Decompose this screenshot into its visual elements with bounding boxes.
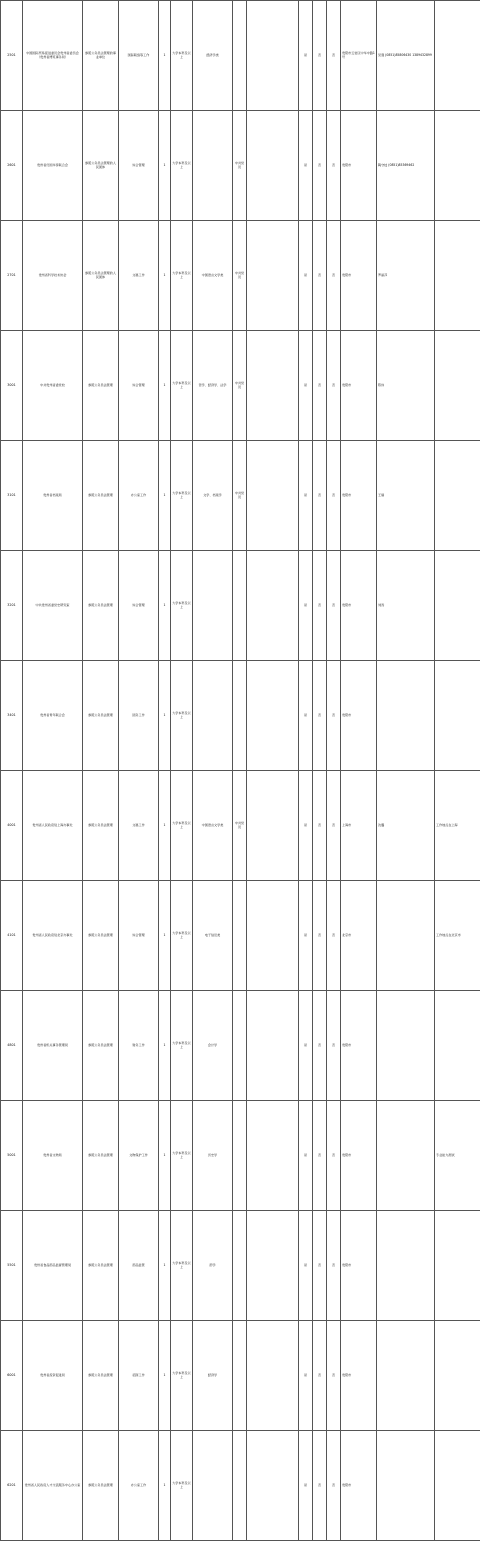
- cell-code: 5501: [1, 1211, 23, 1321]
- table-row: [1, 111, 480, 221]
- cell-politics: [233, 551, 247, 661]
- cell-address: 贵阳市: [341, 1431, 377, 1541]
- cell-note: [435, 1211, 480, 1321]
- cell-major: 经济学类: [193, 1, 233, 111]
- cell-edu: 大学本科及以上: [171, 661, 193, 771]
- cell-exam1: 是: [299, 1101, 313, 1211]
- cell-note: 专业能力测试: [435, 1101, 480, 1211]
- cell-politics: [233, 1, 247, 111]
- cell-contact: 沈璐: [377, 771, 435, 881]
- cell-nature: 参照公务员法管理: [83, 441, 119, 551]
- cell-note: 工作地点在北京市: [435, 881, 480, 991]
- cell-ratio: 否: [327, 1431, 341, 1541]
- cell-contact: [377, 661, 435, 771]
- cell-contact: 刘涛: [377, 551, 435, 661]
- cell-exam1: 是: [299, 1, 313, 111]
- cell-edu: 大学本科及以上: [171, 771, 193, 881]
- cell-exam1: 是: [299, 771, 313, 881]
- cell-edu: 大学本科及以上: [171, 1211, 193, 1321]
- cell-code: 2501: [1, 1, 23, 111]
- cell-nature: 参照公务员法管理: [83, 991, 119, 1101]
- cell-edu: 大学本科及以上: [171, 111, 193, 221]
- cell-politics: 中共党员: [233, 331, 247, 441]
- table-row: [1, 1, 480, 111]
- cell-edu: 大学本科及以上: [171, 1321, 193, 1431]
- cell-other: [247, 661, 299, 771]
- cell-major: 电子信息类: [193, 881, 233, 991]
- cell-code: 4001: [1, 771, 23, 881]
- cell-post: 办公室工作: [119, 441, 159, 551]
- cell-nature: 参照公务员法管理的人民团体: [83, 221, 119, 331]
- cell-exam2: 否: [313, 991, 327, 1101]
- cell-exam2: 否: [313, 1321, 327, 1431]
- table-row: [1, 221, 480, 331]
- cell-code: 2601: [1, 111, 23, 221]
- cell-exam2: 否: [313, 771, 327, 881]
- cell-exam1: 是: [299, 111, 313, 221]
- cell-ratio: 否: [327, 661, 341, 771]
- cell-code: 3001: [1, 331, 23, 441]
- cell-other: [247, 771, 299, 881]
- cell-count: 1: [159, 991, 171, 1101]
- cell-exam1: 是: [299, 661, 313, 771]
- cell-count: 1: [159, 1, 171, 111]
- cell-politics: 中共党员: [233, 221, 247, 331]
- cell-dept: 中共贵州省委党史研究室: [23, 551, 83, 661]
- cell-ratio: 否: [327, 221, 341, 331]
- cell-exam1: 是: [299, 1211, 313, 1321]
- cell-code: 6001: [1, 1321, 23, 1431]
- cell-exam1: 是: [299, 1321, 313, 1431]
- cell-post: 团务工作: [119, 661, 159, 771]
- cell-dept: 贵州省科学技术协会: [23, 221, 83, 331]
- cell-major: 历史学: [193, 1101, 233, 1211]
- cell-exam2: 否: [313, 551, 327, 661]
- cell-other: [247, 1, 299, 111]
- cell-edu: 大学本科及以上: [171, 881, 193, 991]
- cell-count: 1: [159, 661, 171, 771]
- cell-politics: [233, 1321, 247, 1431]
- cell-post: 综合管理: [119, 881, 159, 991]
- cell-nature: 参照公务员法管理: [83, 1101, 119, 1211]
- cell-note: [435, 551, 480, 661]
- cell-exam2: 否: [313, 1101, 327, 1211]
- cell-edu: 大学本科及以上: [171, 1431, 193, 1541]
- cell-major: 文学、档案学: [193, 441, 233, 551]
- cell-count: 1: [159, 1431, 171, 1541]
- cell-address: 上海市: [341, 771, 377, 881]
- table-row: [1, 551, 480, 661]
- cell-address: 贵阳市: [341, 1211, 377, 1321]
- cell-ratio: 否: [327, 331, 341, 441]
- table-row: [1, 331, 480, 441]
- cell-major: 中国语言文学类: [193, 221, 233, 331]
- cell-ratio: 否: [327, 991, 341, 1101]
- cell-nature: 参照公务员法管理: [83, 1431, 119, 1541]
- cell-note: [435, 1, 480, 111]
- cell-edu: 大学本科及以上: [171, 991, 193, 1101]
- cell-dept: 贵州省青年联合会: [23, 661, 83, 771]
- cell-politics: [233, 661, 247, 771]
- cell-count: 1: [159, 331, 171, 441]
- cell-other: [247, 111, 299, 221]
- cell-dept: 中共贵州省委党校: [23, 331, 83, 441]
- cell-dept: 贵州省人民政府人才交流服务中心办公室: [23, 1431, 83, 1541]
- cell-address: 贵阳市: [341, 331, 377, 441]
- table-row: [1, 1321, 480, 1431]
- cell-other: [247, 551, 299, 661]
- cell-major: [193, 1431, 233, 1541]
- cell-count: 1: [159, 1211, 171, 1321]
- cell-other: [247, 441, 299, 551]
- cell-address: 贵阳市: [341, 111, 377, 221]
- table-row: [1, 441, 480, 551]
- cell-code: 3101: [1, 441, 23, 551]
- cell-ratio: 否: [327, 1321, 341, 1431]
- cell-post: 综合管理: [119, 331, 159, 441]
- cell-address: 贵阳市云岩区中华中路1号: [341, 1, 377, 111]
- cell-politics: [233, 1431, 247, 1541]
- cell-contact: [377, 881, 435, 991]
- cell-post: 办公室工作: [119, 1431, 159, 1541]
- cell-exam1: 是: [299, 881, 313, 991]
- cell-dept: 贵州省档案局: [23, 441, 83, 551]
- table-body: [1, 1, 480, 1541]
- cell-dept: 贵州省文物局: [23, 1101, 83, 1211]
- cell-other: [247, 881, 299, 991]
- cell-major: 中国语言文学类: [193, 771, 233, 881]
- cell-contact: [377, 1431, 435, 1541]
- cell-exam1: 是: [299, 1431, 313, 1541]
- cell-post: 财务工作: [119, 991, 159, 1101]
- cell-note: [435, 1431, 480, 1541]
- cell-exam2: 否: [313, 1, 327, 111]
- cell-code: 4801: [1, 991, 23, 1101]
- cell-address: 贵阳市: [341, 1321, 377, 1431]
- cell-note: [435, 661, 480, 771]
- cell-contact: [377, 1321, 435, 1431]
- cell-contact: 陶守枝 (0851)85369462: [377, 111, 435, 221]
- cell-nature: 参照公务员法管理: [83, 551, 119, 661]
- table-row: [1, 1211, 480, 1321]
- cell-exam2: 否: [313, 111, 327, 221]
- cell-dept: 贵州省人民政府驻北京办事处: [23, 881, 83, 991]
- cell-exam2: 否: [313, 1431, 327, 1541]
- cell-edu: 大学本科及以上: [171, 331, 193, 441]
- cell-other: [247, 1101, 299, 1211]
- cell-nature: 参照公务员法管理: [83, 1321, 119, 1431]
- cell-ratio: 否: [327, 1, 341, 111]
- cell-major: [193, 111, 233, 221]
- cell-other: [247, 331, 299, 441]
- cell-count: 1: [159, 771, 171, 881]
- table-row: [1, 881, 480, 991]
- cell-exam2: 否: [313, 881, 327, 991]
- cell-other: [247, 1431, 299, 1541]
- cell-count: 1: [159, 441, 171, 551]
- cell-exam1: 是: [299, 331, 313, 441]
- cell-post: 招商工作: [119, 1321, 159, 1431]
- cell-post: 综合管理: [119, 111, 159, 221]
- cell-ratio: 否: [327, 881, 341, 991]
- cell-post: 文物保护工作: [119, 1101, 159, 1211]
- cell-major: [193, 551, 233, 661]
- cell-code: 4101: [1, 881, 23, 991]
- cell-politics: 中共党员: [233, 441, 247, 551]
- cell-ratio: 否: [327, 111, 341, 221]
- table-row: [1, 771, 480, 881]
- cell-other: [247, 1321, 299, 1431]
- cell-politics: [233, 991, 247, 1101]
- cell-address: 贵阳市: [341, 661, 377, 771]
- table-row: [1, 661, 480, 771]
- cell-edu: 大学本科及以上: [171, 441, 193, 551]
- cell-contact: 罗丽莎: [377, 221, 435, 331]
- cell-politics: 中共党员: [233, 111, 247, 221]
- cell-address: 贵阳市: [341, 441, 377, 551]
- cell-note: [435, 221, 480, 331]
- cell-post: 文秘工作: [119, 771, 159, 881]
- cell-politics: [233, 881, 247, 991]
- cell-nature: 参照公务员法管理: [83, 881, 119, 991]
- cell-address: 贵阳市: [341, 551, 377, 661]
- cell-contact: 陈伟: [377, 331, 435, 441]
- cell-contact: [377, 1101, 435, 1211]
- cell-major: [193, 661, 233, 771]
- cell-nature: 参照公务员法管理的事业单位: [83, 1, 119, 111]
- cell-address: 贵阳市: [341, 221, 377, 331]
- cell-major: 会计学: [193, 991, 233, 1101]
- table-row: [1, 1101, 480, 1211]
- cell-edu: 大学本科及以上: [171, 551, 193, 661]
- cell-ratio: 否: [327, 1211, 341, 1321]
- cell-post: 药品监管: [119, 1211, 159, 1321]
- cell-other: [247, 1211, 299, 1321]
- cell-count: 1: [159, 1321, 171, 1431]
- cell-address: 北京市: [341, 881, 377, 991]
- cell-count: 1: [159, 881, 171, 991]
- cell-politics: 中共党员: [233, 771, 247, 881]
- cell-exam1: 是: [299, 991, 313, 1101]
- cell-ratio: 否: [327, 771, 341, 881]
- cell-exam1: 是: [299, 441, 313, 551]
- cell-contact: 吴强 (0851)85806430 1389432899: [377, 1, 435, 111]
- cell-politics: [233, 1211, 247, 1321]
- cell-edu: 大学本科及以上: [171, 221, 193, 331]
- cell-code: 3401: [1, 661, 23, 771]
- cell-code: 6201: [1, 1431, 23, 1541]
- cell-nature: 参照公务员法管理: [83, 661, 119, 771]
- cell-count: 1: [159, 111, 171, 221]
- cell-major: 哲学、经济学、法学: [193, 331, 233, 441]
- table-row: [1, 991, 480, 1101]
- cell-other: [247, 991, 299, 1101]
- cell-post: 国际联络等工作: [119, 1, 159, 111]
- cell-count: 1: [159, 221, 171, 331]
- cell-note: 工作地点在上海: [435, 771, 480, 881]
- cell-code: 5001: [1, 1101, 23, 1211]
- cell-nature: 参照公务员法管理: [83, 331, 119, 441]
- cell-major: 药学: [193, 1211, 233, 1321]
- cell-contact: 王瑞: [377, 441, 435, 551]
- cell-nature: 参照公务员法管理: [83, 1211, 119, 1321]
- cell-exam2: 否: [313, 661, 327, 771]
- cell-dept: 中国国际贸易促进委员会贵州省委员会（贵州省博览事务局）: [23, 1, 83, 111]
- cell-note: [435, 111, 480, 221]
- cell-other: [247, 221, 299, 331]
- cell-edu: 大学本科及以上: [171, 1, 193, 111]
- cell-politics: [233, 1101, 247, 1211]
- cell-dept: 贵州省归国华侨联合会: [23, 111, 83, 221]
- cell-address: 贵阳市: [341, 991, 377, 1101]
- cell-dept: 贵州省食品药品监督管理局: [23, 1211, 83, 1321]
- cell-address: 贵阳市: [341, 1101, 377, 1211]
- cell-code: 3201: [1, 551, 23, 661]
- cell-dept: 贵州省机关事务管理局: [23, 991, 83, 1101]
- cell-edu: 大学本科及以上: [171, 1101, 193, 1211]
- cell-code: 2701: [1, 221, 23, 331]
- cell-dept: 贵州省人民政府驻上海办事处: [23, 771, 83, 881]
- cell-nature: 参照公务员法管理的人民团体: [83, 111, 119, 221]
- cell-exam1: 是: [299, 221, 313, 331]
- cell-post: 文秘工作: [119, 221, 159, 331]
- cell-post: 综合管理: [119, 551, 159, 661]
- cell-major: 经济学: [193, 1321, 233, 1431]
- cell-exam2: 否: [313, 221, 327, 331]
- cell-count: 1: [159, 551, 171, 661]
- cell-note: [435, 1321, 480, 1431]
- cell-contact: [377, 991, 435, 1101]
- cell-ratio: 否: [327, 441, 341, 551]
- cell-dept: 贵州省投资促进局: [23, 1321, 83, 1431]
- cell-exam2: 否: [313, 441, 327, 551]
- cell-exam2: 否: [313, 331, 327, 441]
- cell-ratio: 否: [327, 551, 341, 661]
- cell-contact: [377, 1211, 435, 1321]
- cell-exam2: 否: [313, 1211, 327, 1321]
- cell-note: [435, 991, 480, 1101]
- cell-ratio: 否: [327, 1101, 341, 1211]
- cell-nature: 参照公务员法管理: [83, 771, 119, 881]
- cell-exam1: 是: [299, 551, 313, 661]
- cell-note: [435, 331, 480, 441]
- table-row: [1, 1431, 480, 1541]
- cell-note: [435, 441, 480, 551]
- cell-count: 1: [159, 1101, 171, 1211]
